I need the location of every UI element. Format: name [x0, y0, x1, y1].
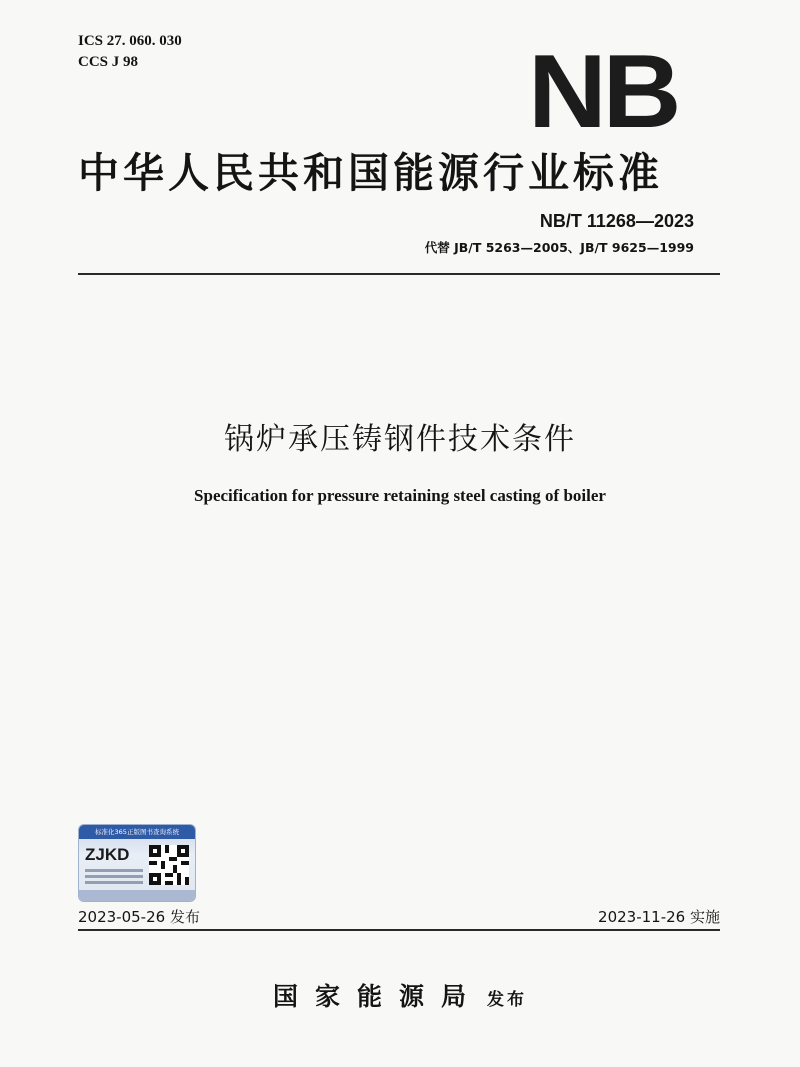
standard-number: NB/T 11268—2023	[539, 211, 694, 231]
issuer-name: 国家能源局	[272, 982, 483, 1011]
document-title-english: Specification for pressure retaining steel casting of boiler	[194, 486, 606, 505]
replaces-note: 代替 JB/T 5263—2005、JB/T 9625—1999	[424, 240, 694, 255]
ics-code: ICS 27. 060. 030	[78, 33, 182, 49]
footer-divider	[78, 929, 720, 931]
document-title-chinese: 锅炉承压铸钢件技术条件	[224, 422, 576, 457]
nb-logo: NB	[528, 34, 678, 150]
sticker-fine-print	[85, 869, 143, 887]
sticker-band-text: 标准化365正版图书查询系统	[79, 825, 195, 839]
ccs-code: CCS J 98	[78, 54, 139, 70]
publish-date: 2023-05-26 发布	[78, 908, 200, 926]
classification-codes	[78, 31, 182, 73]
issuer-verb: 发布	[487, 990, 527, 1010]
issuer-line	[0, 977, 800, 1013]
header-divider	[78, 273, 720, 275]
sticker-logo: ZJKD	[85, 845, 130, 864]
sticker-footer-strip	[79, 890, 195, 901]
anti-counterfeit-sticker	[78, 824, 196, 902]
effective-date: 2023-11-26 实施	[598, 908, 720, 926]
qr-code-icon	[149, 845, 189, 885]
standard-type-heading: 中华人民共和国能源行业标准	[78, 149, 663, 197]
